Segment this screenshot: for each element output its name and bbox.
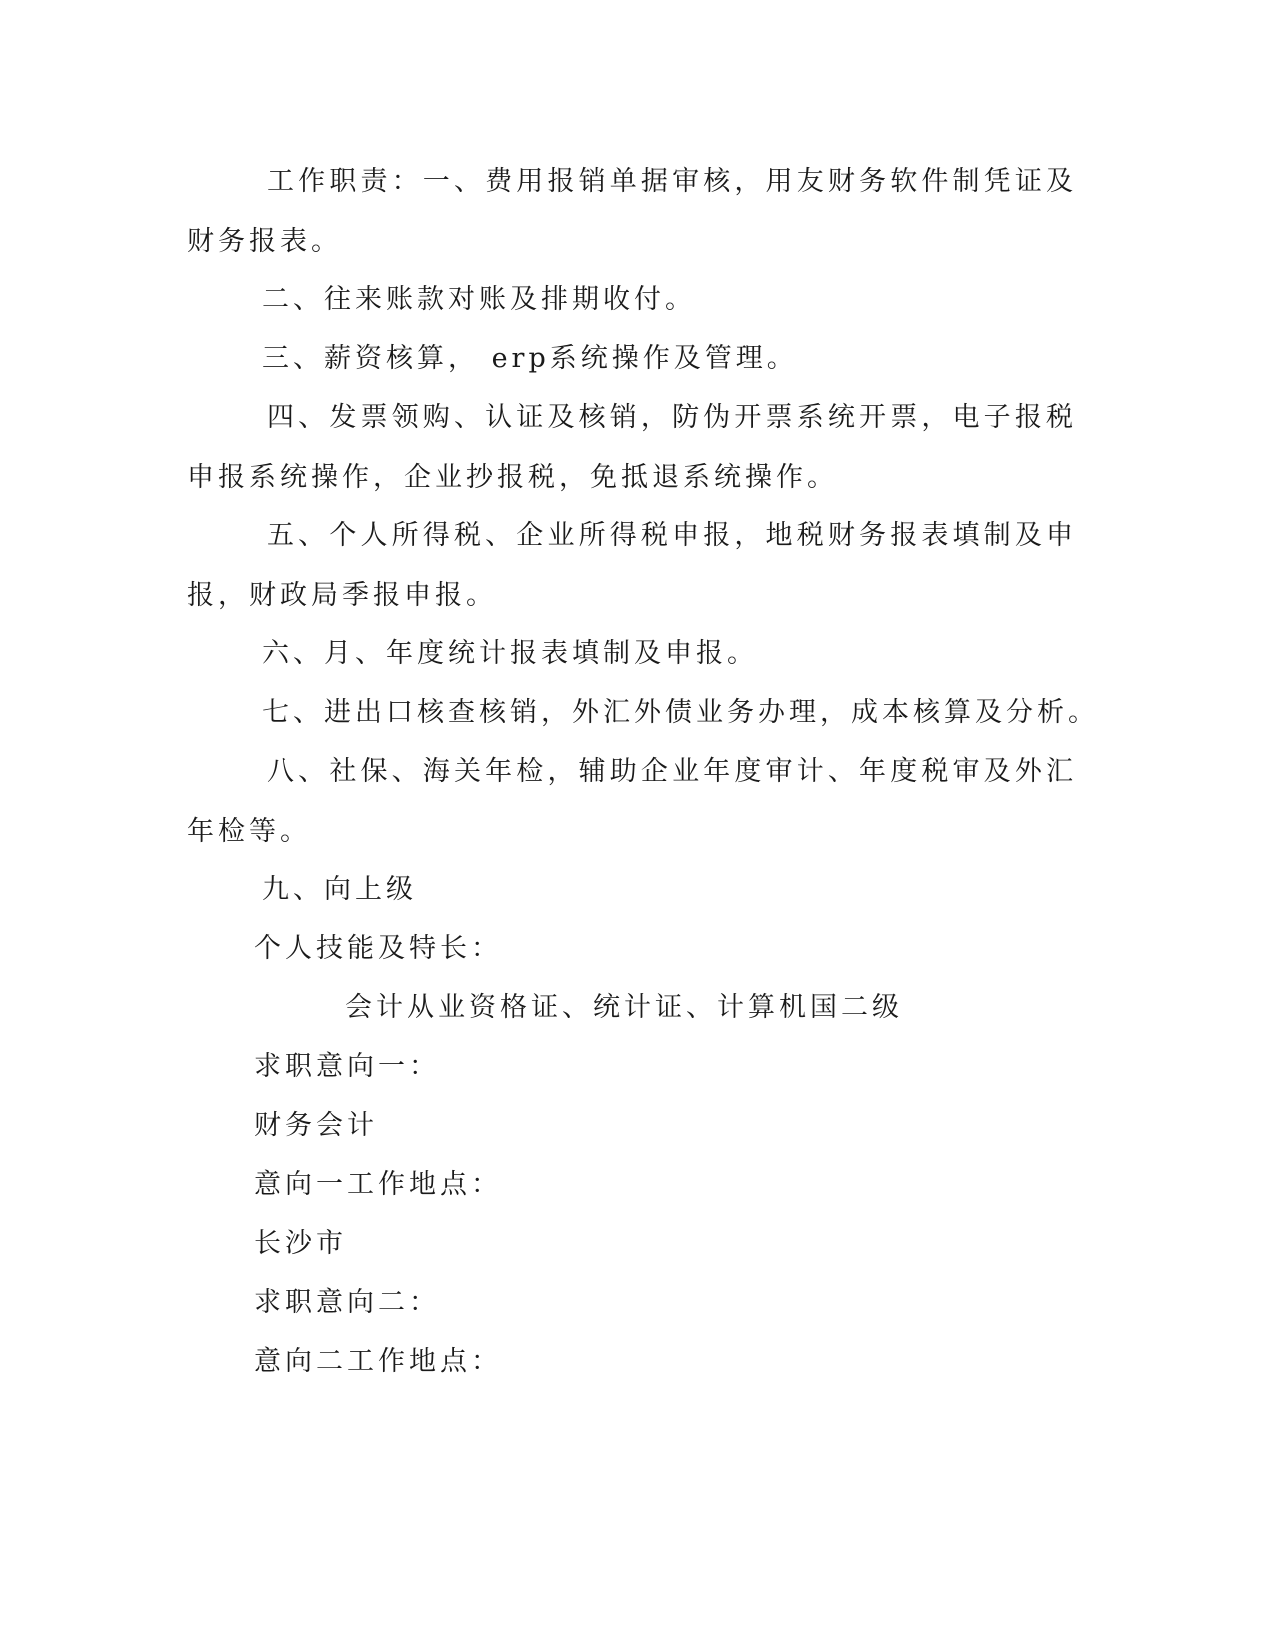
duty-paragraph-1: 工作职责：一、费用报销单据审核，用友财务软件制凭证及财务报表。 [187, 166, 1077, 257]
intent1-label: 求职意向一： [254, 1051, 440, 1082]
skills-value: 会计从业资格证、统计证、计算机国二级 [345, 992, 903, 1023]
duty-paragraph-7: 七、进出口核查核销，外汇外债业务办理，成本核算及分析。 [262, 697, 1099, 728]
intent1-location-label: 意向一工作地点： [254, 1169, 502, 1200]
duty-paragraph-2: 二、往来账款对账及排期收付。 [262, 284, 696, 315]
duty-paragraph-8: 八、社保、海关年检，辅助企业年度审计、年度税审及外汇年检等。 [187, 756, 1077, 847]
intent2-label: 求职意向二： [254, 1287, 440, 1318]
duty-paragraph-5: 五、个人所得税、企业所得税申报，地税财务报表填制及申报，财政局季报申报。 [187, 520, 1077, 611]
intent1-location-value: 长沙市 [254, 1228, 347, 1259]
duty-paragraph-6: 六、月、年度统计报表填制及申报。 [262, 638, 758, 669]
intent1-value: 财务会计 [254, 1110, 378, 1141]
duty-paragraph-3: 三、薪资核算， erp系统操作及管理。 [262, 343, 798, 374]
duty-paragraph-9: 九、向上级 [262, 874, 417, 905]
skills-label: 个人技能及特长： [254, 933, 502, 964]
intent2-location-label: 意向二工作地点： [254, 1346, 502, 1377]
duty-paragraph-4: 四、发票领购、认证及核销，防伪开票系统开票，电子报税申报系统操作，企业抄报税，免抵退系统操作。 [187, 402, 1077, 493]
